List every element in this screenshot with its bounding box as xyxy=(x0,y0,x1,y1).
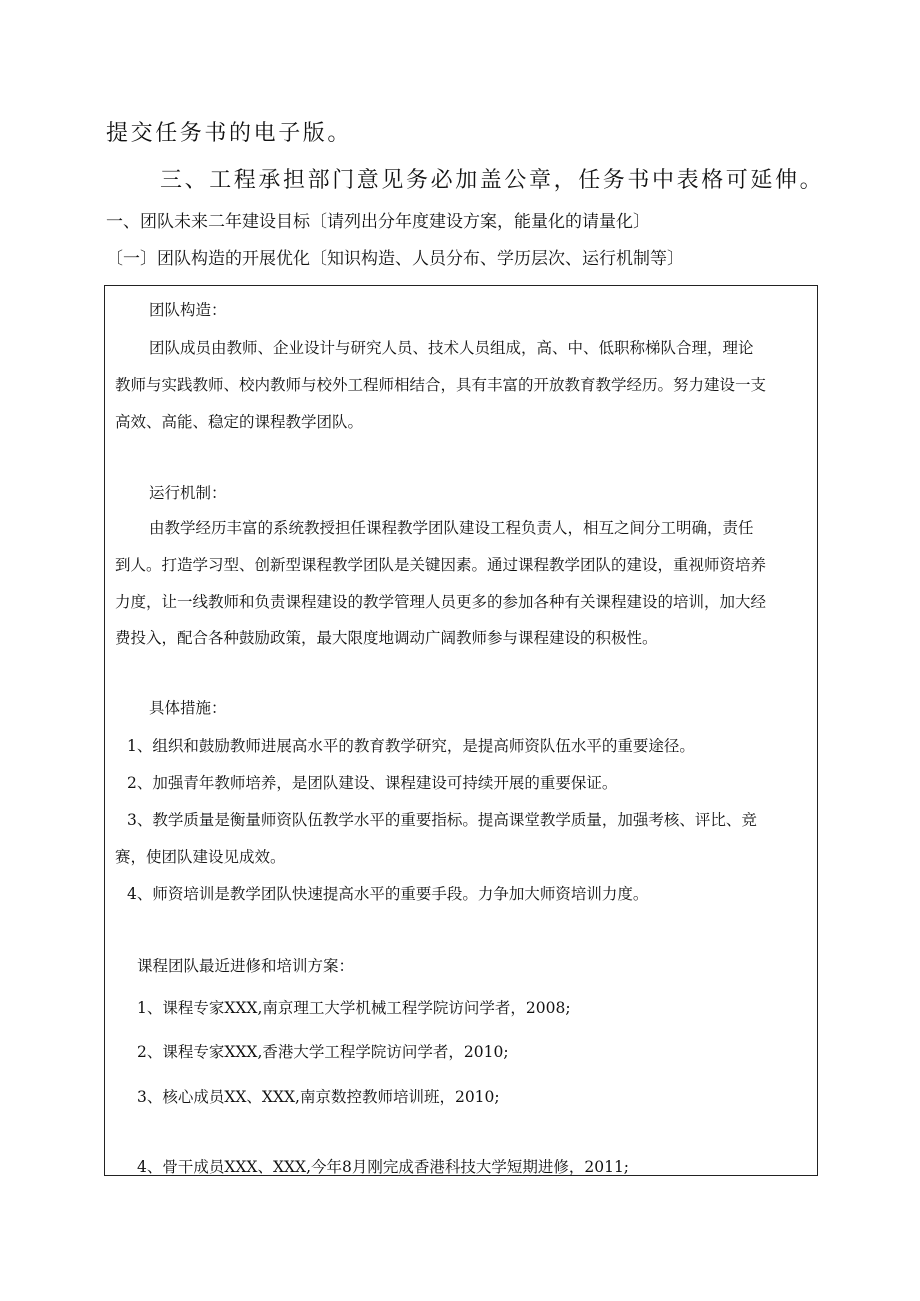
training-line-1: 1、课程专家XXX,南京理工大学机械工程学院访问学者，2008; xyxy=(137,999,571,1017)
structure-line-3: 高效、高能、稳定的课程教学团队。 xyxy=(115,413,364,431)
training-line-4: 4、骨干成员XXX、XXX,今年8月刚完成香港科技大学短期进修，2011; xyxy=(137,1158,630,1176)
intro-line-1: 提交任务书的电子版。 xyxy=(106,121,353,146)
structure-title: 团队构造： xyxy=(149,301,227,319)
intro-line-2: 三、工程承担部门意见务必加盖公章，任务书中表格可延伸。 xyxy=(160,168,825,193)
mechanism-title: 运行机制： xyxy=(149,484,227,502)
measures-line-2: 2、加强青年教师培养，是团队建设、课程建设可持续开展的重要保证。 xyxy=(127,774,618,792)
training-title: 课程团队最近进修和培训方案： xyxy=(137,957,355,975)
mechanism-line-1: 由教学经历丰富的系统教授担任课程教学团队建设工程负责人，相互之间分工明确，责任 xyxy=(149,519,754,537)
mechanism-line-4: 费投入，配合各种鼓励政策，最大限度地调动广阔教师参与课程建设的积极性。 xyxy=(115,629,658,647)
measures-line-1: 1、组织和鼓励教师进展高水平的教育教学研究，是提高师资队伍水平的重要途径。 xyxy=(127,737,695,755)
structure-line-2: 教师与实践教师、校内教师与校外工程师相结合，具有丰富的开放教育教学经历。努力建设一支 xyxy=(115,376,767,394)
mechanism-line-3: 力度，让一线教师和负责课程建设的教学管理人员更多的参加各种有关课程建设的培训，加大经 xyxy=(115,593,767,611)
mechanism-line-2: 到人。打造学习型、创新型课程教学团队是关键因素。通过课程教学团队的建设，重视师资培养 xyxy=(115,556,767,574)
section-heading-2: 〔一〕团队构造的开展优化〔知识构造、人员分布、学历层次、运行机制等〕 xyxy=(106,249,684,269)
training-line-2: 2、课程专家XXX,香港大学工程学院访问学者，2010; xyxy=(137,1043,509,1061)
measures-title: 具体措施： xyxy=(149,699,227,717)
structure-line-1: 团队成员由教师、企业设计与研究人员、技术人员组成，高、中、低职称梯队合理，理论 xyxy=(149,339,754,357)
measures-line-4: 赛，使团队建设见成效。 xyxy=(115,848,286,866)
section-heading-1: 一、团队未来二年建设目标〔请列出分年度建设方案，能量化的请量化〕 xyxy=(106,212,650,232)
measures-line-3: 3、教学质量是衡量师资队伍教学水平的重要指标。提高课堂教学质量，加强考核、评比、竞 xyxy=(127,811,757,829)
measures-line-5: 4、师资培训是教学团队快速提高水平的重要手段。力争加大师资培训力度。 xyxy=(127,885,649,903)
content-box xyxy=(104,285,818,1176)
training-line-3: 3、核心成员XX、XXX,南京数控教师培训班，2010; xyxy=(137,1088,500,1106)
